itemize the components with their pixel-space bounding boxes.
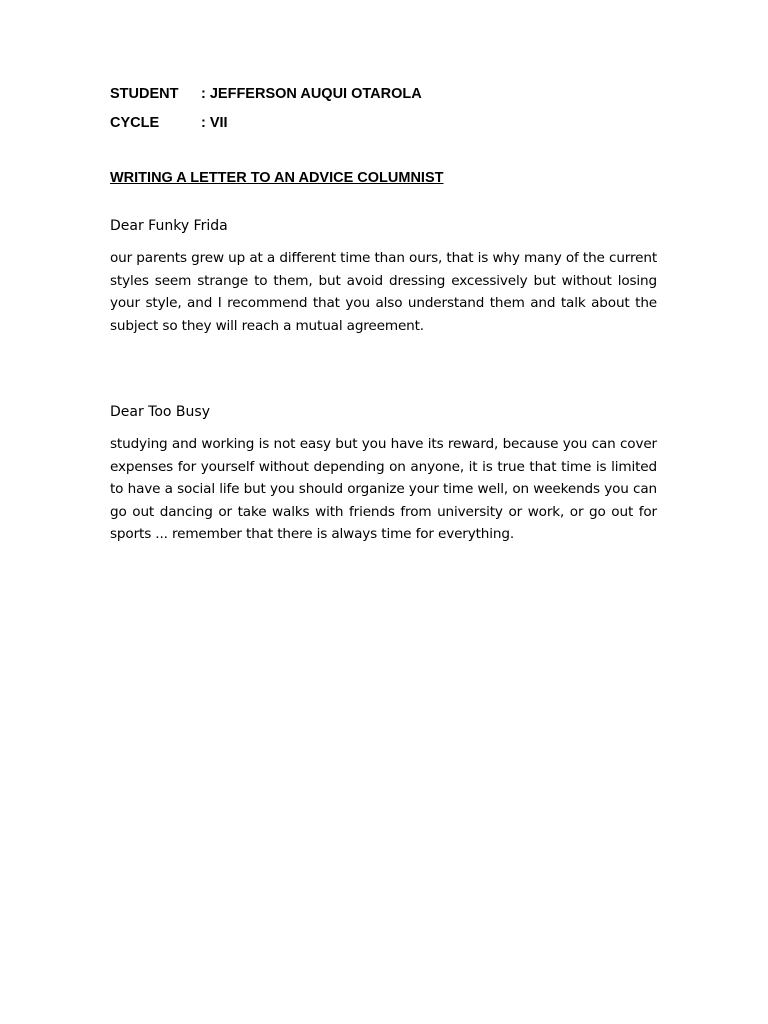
letter-1-body: our parents grew up at a different time than ours, that is why many of the current styles seem strange to them, but avoid dressing excessively but without losing your style, and I recommend that you also understand them and talk about the subject so they will reach a mutual agreement. <box>110 250 657 334</box>
student-label: STUDENT <box>110 86 179 102</box>
cycle-value: : VII <box>201 115 228 131</box>
letter-1-salutation: Dear Funky Frida <box>110 218 228 234</box>
cycle-row <box>110 114 228 132</box>
cycle-label: CYCLE <box>110 115 160 131</box>
letter-2-body: studying and working is not easy but you have its reward, because you can cover expenses for yourself without depending on anyone, it is true that time is limited to have a social life but you should organize your time well, on weekends you can go out dancing or take walks with friends from university or work, or go out for sports ... remember that there is always time for everything. <box>110 436 657 543</box>
document-title: WRITING A LETTER TO AN ADVICE COLUMNIST <box>110 170 444 186</box>
letter-2-salutation: Dear Too Busy <box>110 404 210 420</box>
student-name: : JEFFERSON AUQUI OTAROLA <box>201 86 422 102</box>
student-row <box>110 85 422 103</box>
